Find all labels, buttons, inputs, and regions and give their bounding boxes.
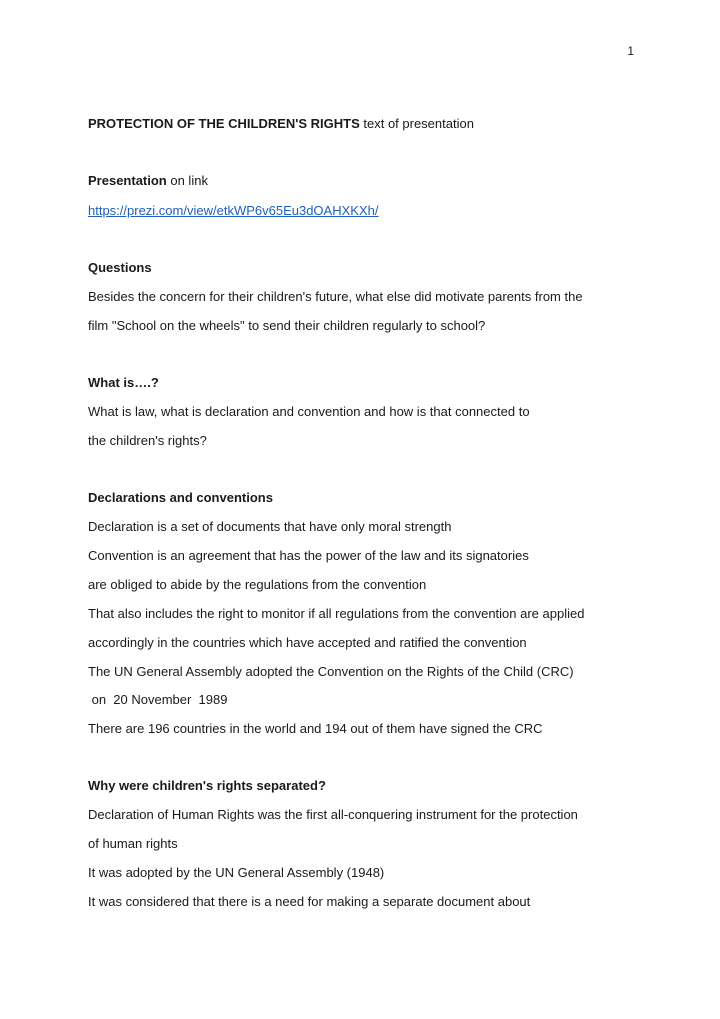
what-is-line-1: What is law, what is declaration and convention and how is that connected to bbox=[88, 404, 530, 419]
presentation-link[interactable]: https://prezi.com/view/etkWP6v65Eu3dOAHXKXh/ bbox=[88, 203, 379, 218]
why-separated-line-3: It was adopted by the UN General Assembly (1948) bbox=[88, 865, 385, 880]
page-number: 1 bbox=[627, 44, 634, 58]
declarations-line-8: There are 196 countries in the world and 194 out of them have signed the CRC bbox=[88, 721, 543, 736]
declarations-heading: Declarations and conventions bbox=[88, 490, 273, 505]
why-separated-line-1: Declaration of Human Rights was the first all-conquering instrument for the protection bbox=[88, 807, 578, 822]
declarations-line-1: Declaration is a set of documents that have only moral strength bbox=[88, 519, 452, 534]
declarations-line-3: are obliged to abide by the regulations from the convention bbox=[88, 577, 427, 592]
presentation-rest: on link bbox=[166, 173, 208, 188]
presentation-label: Presentation bbox=[88, 173, 167, 188]
questions-line-2: film "School on the wheels" to send their children regularly to school? bbox=[88, 318, 486, 333]
title-bold: PROTECTION OF THE CHILDREN'S RIGHTS bbox=[88, 116, 360, 131]
questions-line-1: Besides the concern for their children's future, what else did motivate parents from the bbox=[88, 289, 583, 304]
what-is-line-2: the children's rights? bbox=[88, 433, 207, 448]
declarations-line-4: That also includes the right to monitor if all regulations from the convention are applied bbox=[88, 606, 585, 621]
what-is-heading: What is….? bbox=[88, 375, 159, 390]
title-rest: text of presentation bbox=[359, 116, 474, 131]
why-separated-line-2: of human rights bbox=[88, 836, 178, 851]
declarations-line-5: accordingly in the countries which have accepted and ratified the convention bbox=[88, 635, 527, 650]
declarations-line-6: The UN General Assembly adopted the Convention on the Rights of the Child (CRC) bbox=[88, 664, 574, 679]
questions-heading: Questions bbox=[88, 260, 152, 275]
declarations-line-2: Convention is an agreement that has the power of the law and its signatories bbox=[88, 548, 529, 563]
document-title bbox=[88, 116, 474, 132]
declarations-line-7: on 20 November 1989 bbox=[88, 692, 228, 707]
presentation-line bbox=[88, 173, 208, 189]
why-separated-line-4: It was considered that there is a need for making a separate document about bbox=[88, 894, 531, 909]
why-separated-heading: Why were children's rights separated? bbox=[88, 778, 326, 793]
